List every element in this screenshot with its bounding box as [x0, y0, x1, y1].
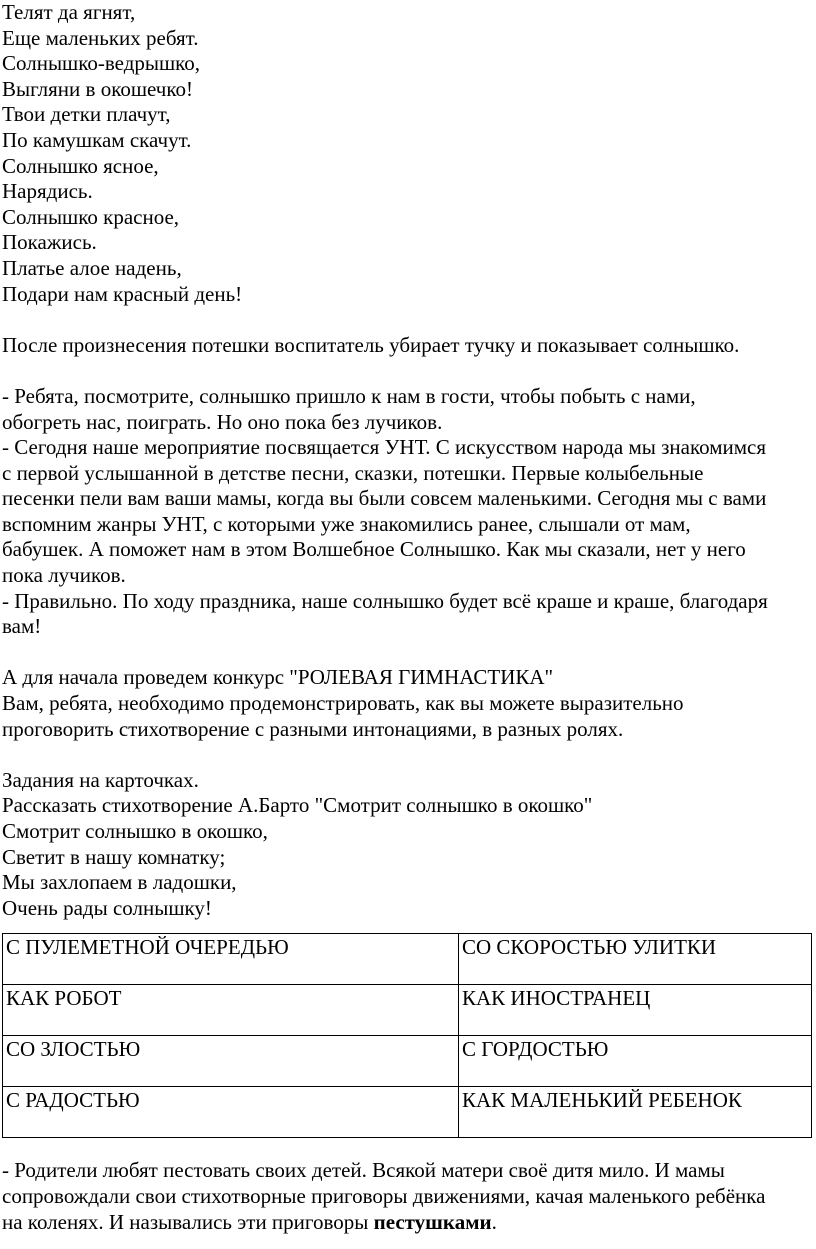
contest-line: А для начала проведем конкурс "РОЛЕВАЯ ГИМНАСТИКА": [2, 665, 554, 690]
contest-line: Вам, ребята, необходимо продемонстрировать, как вы можете выразительно: [2, 691, 684, 716]
table-cell: СО ЗЛОСТЬЮ: [3, 1036, 459, 1087]
closing-line: [2, 1210, 814, 1236]
table-cell: КАК МАЛЕНЬКИЙ РЕБЕНОК: [459, 1087, 812, 1138]
closing-period: .: [491, 1209, 497, 1234]
poem-line: Платье алое надень,: [2, 255, 182, 280]
poem-line: Покажись.: [2, 230, 97, 255]
poem-line: Солнышко ясное,: [2, 153, 159, 178]
verse-line: Мы захлопаем в ладошки,: [2, 870, 237, 895]
tasks-block: [2, 768, 814, 922]
dialogue-line: бабушек. А поможет нам в этом Волшебное Солнышко. Как мы сказали, нет у него: [2, 537, 746, 562]
table-row: [3, 985, 812, 1036]
table-cell: КАК ИНОСТРАНЕЦ: [459, 985, 812, 1036]
blank-line: [2, 358, 814, 384]
poem-line: Солнышко красное,: [2, 204, 180, 229]
table-cell: С РАДОСТЬЮ: [3, 1087, 459, 1138]
document-page: [2, 0, 814, 1235]
verse-line: Светит в нашу комнатку;: [2, 844, 226, 869]
table-row: [3, 1087, 812, 1138]
dialogue-line: обогреть нас, поиграть. Но оно пока без лучиков.: [2, 409, 443, 434]
closing-block: [2, 1158, 814, 1235]
verse-line: Очень рады солнышку!: [2, 895, 212, 920]
dialogue-line: - Сегодня наше мероприятие посвящается УНТ. С искусством народа мы знакомимся: [2, 435, 766, 460]
dialogue-line: - Правильно. По ходу праздника, наше солнышко будет всё краше и краше, благодаря: [2, 588, 768, 613]
contest-line: проговорить стихотворение с разными интонациями, в разных ролях.: [2, 716, 624, 741]
poem-line: Подари нам красный день!: [2, 281, 243, 306]
dialogue-line: с первой услышанной в детстве песни, сказки, потешки. Первые колыбельные: [2, 460, 704, 485]
blank-line: [2, 640, 814, 666]
tasks-line: Задания на карточках.: [2, 767, 199, 792]
poem-line: Телят да ягнят,: [2, 0, 136, 24]
verse-line: Смотрит солнышко в окошко,: [2, 819, 268, 843]
tasks-line: Рассказать стихотворение А.Барто "Смотрит солнышко в окошко": [2, 793, 593, 818]
blank-line: [2, 742, 814, 768]
table-cell: С ГОРДОСТЬЮ: [459, 1036, 812, 1087]
dialogue-line: песенки пели вам ваши мамы, когда вы были совсем маленькими. Сегодня мы с вами: [2, 486, 767, 511]
table-cell: СО СКОРОСТЬЮ УЛИТКИ: [459, 934, 812, 985]
poem-line: Твои детки плачут,: [2, 102, 171, 127]
narration-paragraph: После произнесения потешки воспитатель убирает тучку и показывает солнышко.: [2, 332, 740, 357]
table-row: [3, 1036, 812, 1087]
poem-line: Нарядись.: [2, 179, 93, 204]
dialogue-block: [2, 384, 814, 640]
poem-line: Выгляни в окошечко!: [2, 76, 193, 101]
contest-block: [2, 665, 814, 742]
table-cell: КАК РОБОТ: [3, 985, 459, 1036]
poem-line: Еще маленьких ребят.: [2, 25, 199, 50]
poem-line: Солнышко-ведрышко,: [2, 51, 201, 76]
poem-line: По камушкам скачут.: [2, 127, 192, 152]
closing-line: сопровождали свои стихотворные приговоры движениями, качая маленького ребёнка: [2, 1183, 766, 1208]
bold-term: пестушками: [373, 1209, 492, 1234]
poem-block: [2, 0, 814, 307]
table-cell: С ПУЛЕМЕТНОЙ ОЧЕРЕДЬЮ: [3, 934, 459, 985]
table-row: [3, 934, 812, 985]
dialogue-line: вспомним жанры УНТ, с которыми уже знакомились ранее, слышали от мам,: [2, 511, 691, 536]
dialogue-line: вам!: [2, 614, 42, 639]
closing-line: - Родители любят пестовать своих детей. Всякой матери своё дитя мило. И мамы: [2, 1158, 725, 1183]
closing-text: на коленях. И назывались эти приговоры: [2, 1209, 374, 1234]
dialogue-line: пока лучиков.: [2, 563, 126, 588]
roles-table: [2, 933, 812, 1138]
dialogue-line: - Ребята, посмотрите, солнышко пришло к нам в гости, чтобы побыть с нами,: [2, 383, 696, 408]
blank-line: [2, 307, 814, 333]
